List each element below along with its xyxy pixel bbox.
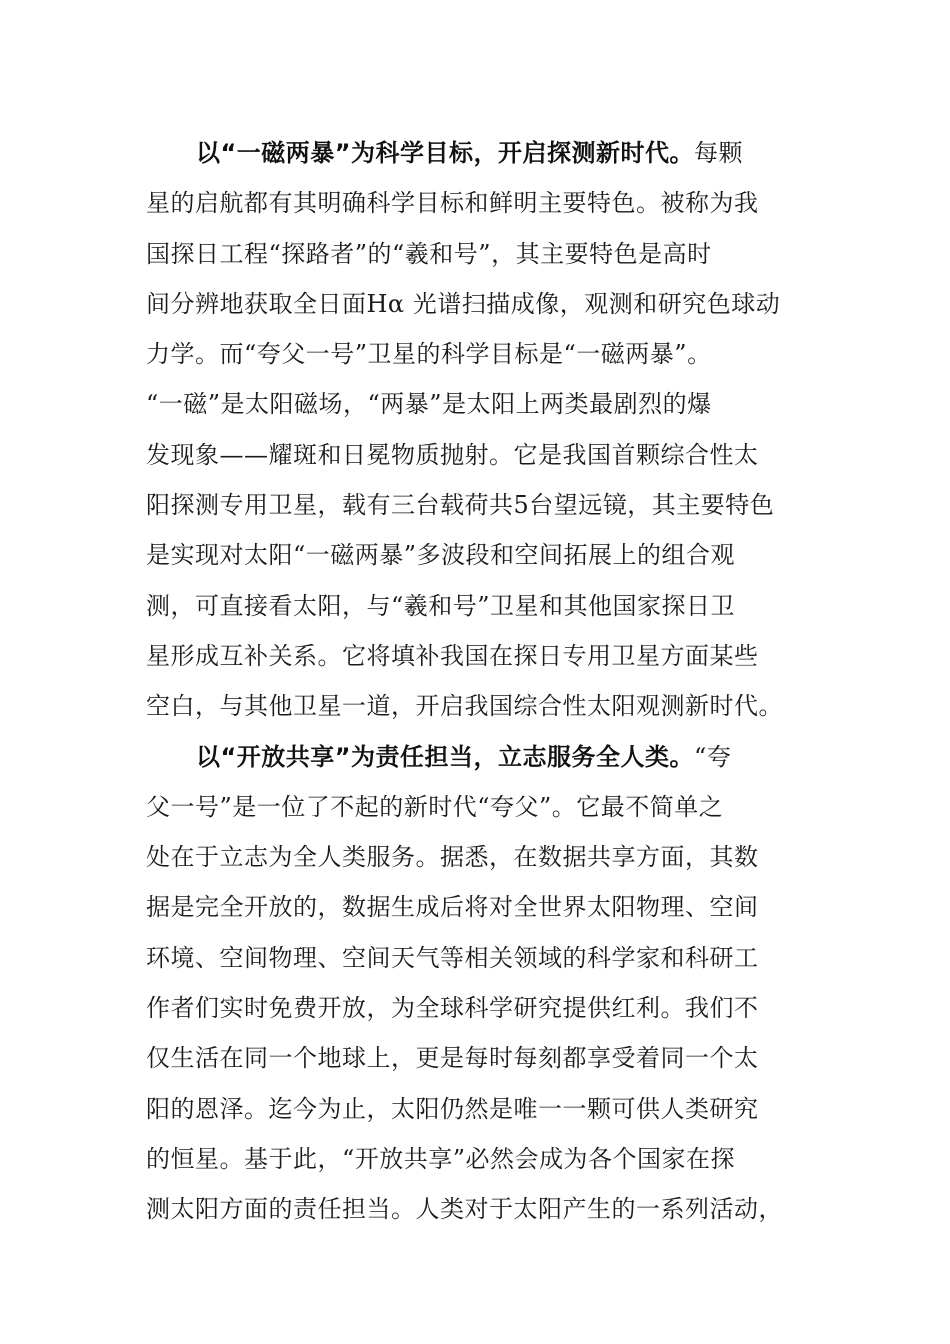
- paragraph-2-line-3: 处在于立志为全人类服务。据悉，在数据共享方面，其数: [146, 843, 759, 872]
- paragraph-1-line-12: 空白，与其他卫星一道，开启我国综合性太阳观测新时代。: [146, 692, 783, 721]
- paragraph-2-line-2: 父一号”是一位了不起的新时代“夸父”。它最不简单之: [146, 792, 724, 821]
- paragraph-1-line-11: 星形成互补关系。它将填补我国在探日专用卫星方面某些: [146, 641, 759, 670]
- paragraph-1-line-7: 发现象——耀斑和日冕物质抛射。它是我国首颗综合性太: [146, 440, 759, 469]
- paragraph-1-line-1: [146, 128, 816, 178]
- paragraph-2-line-5: 环境、空间物理、空间天气等相关领域的科学家和科研工: [146, 943, 759, 972]
- paragraph-2-line-1: [146, 732, 816, 782]
- paragraph-1-line-8: 阳探测专用卫星，载有三台载荷共5台望远镜，其主要特色: [146, 491, 775, 520]
- paragraph-2-line-4: 据是完全开放的，数据生成后将对全世界太阳物理、空间: [146, 893, 759, 922]
- paragraph-1-line-4: 间分辨地获取全日面Hα 光谱扫描成像，观测和研究色球动: [146, 289, 781, 318]
- paragraph-2-lead-heading: 以“开放共享”为责任担当，立志服务全人类。: [196, 742, 695, 771]
- paragraph-1-line-5: 力学。而“夸父一号”卫星的科学目标是“一磁两暴”。: [146, 340, 712, 369]
- paragraph-1-line-6: “一磁”是太阳磁场，“两暴”是太阳上两类最剧烈的爆: [146, 390, 712, 419]
- paragraph-1-line-9: 是实现对太阳“一磁两暴”多波段和空间拓展上的组合观: [146, 541, 736, 570]
- paragraph-2-line-8: 阳的恩泽。迄今为止，太阳仍然是唯一一颗可供人类研究: [146, 1094, 759, 1123]
- paragraph-1-line-2: 星的启航都有其明确科学目标和鲜明主要特色。被称为我: [146, 189, 759, 218]
- paragraph-2-line-6: 作者们实时免费开放，为全球科学研究提供红利。我们不: [146, 994, 759, 1023]
- paragraph-1-line-3: 国探日工程“探路者”的“羲和号”，其主要特色是高时: [146, 239, 712, 268]
- paragraph-1-text: 每颗: [694, 139, 744, 167]
- paragraph-2-line-9: 的恒星。基于此，“开放共享”必然会成为各个国家在探: [146, 1144, 736, 1173]
- paragraph-2-text: “夸: [694, 742, 732, 771]
- paragraph-2-line-7: 仅生活在同一个地球上，更是每时每刻都享受着同一个太: [146, 1044, 759, 1073]
- document-body: [146, 128, 816, 1235]
- paragraph-2-line-10: 测太阳方面的责任担当。人类对于太阳产生的一系列活动，: [146, 1195, 783, 1224]
- paragraph-1-lead-heading: 以“一磁两暴”为科学目标，开启探测新时代。: [196, 139, 695, 167]
- paragraph-1-line-10: 测，可直接看太阳，与“羲和号”卫星和其他国家探日卫: [146, 591, 736, 620]
